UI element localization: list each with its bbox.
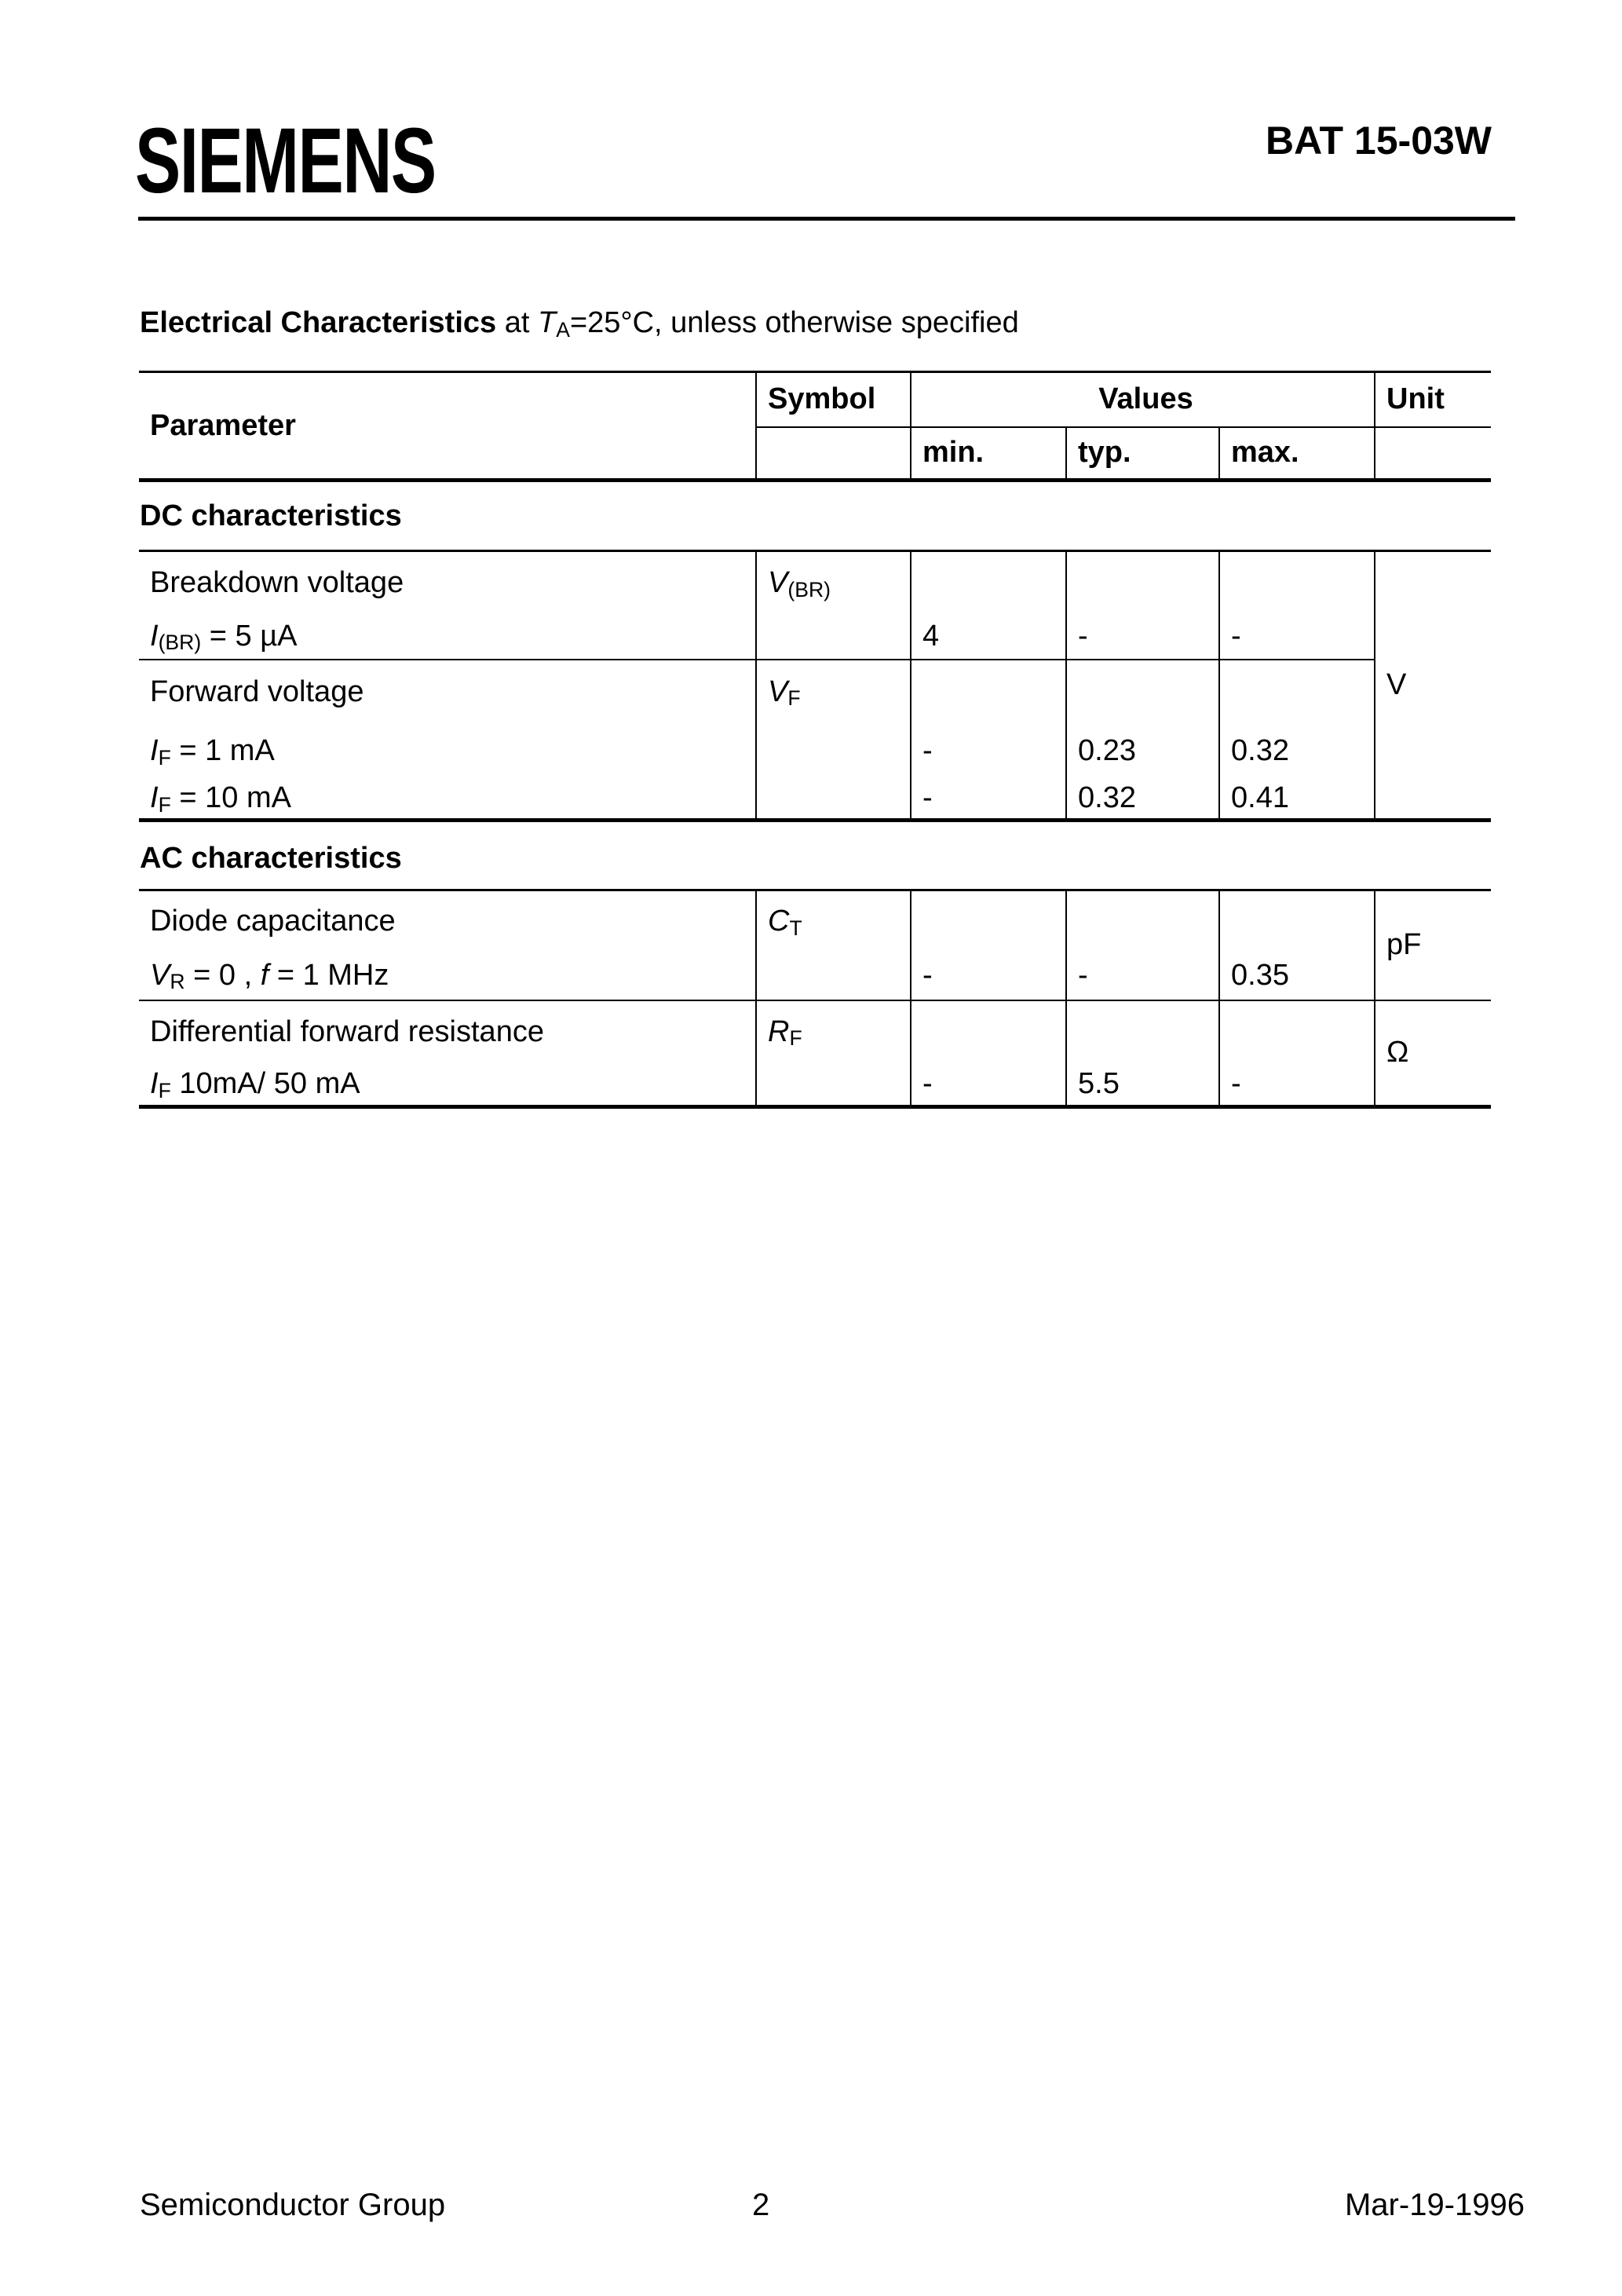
value-min: - (911, 952, 1066, 1000)
siemens-logo: SIEMENS (135, 109, 436, 213)
col-header-min: min. (911, 427, 1066, 481)
empty-cell (911, 660, 1066, 724)
condition-label: $I_{(BR)} = 5$ µA (139, 614, 756, 660)
title-temp-sub: A (556, 317, 570, 342)
ac-characteristics-table (139, 889, 1491, 1109)
empty-cell (756, 952, 911, 1000)
value-min: - (911, 779, 1066, 821)
empty-cell (756, 1063, 911, 1107)
empty-cell (1066, 1000, 1219, 1063)
unit-value: pF (1375, 890, 1491, 1000)
col-header-unit: Unit (1375, 372, 1491, 427)
empty-cell (1219, 660, 1375, 724)
condition-label: $I_F = 10$ mA (150, 781, 291, 817)
dc-characteristics-table (139, 550, 1491, 822)
footer-page-number: 2 (752, 2188, 770, 2222)
value-typ: - (1066, 952, 1219, 1000)
empty-cell (1066, 890, 1219, 952)
value-max: - (1219, 614, 1375, 660)
col-header-parameter: Parameter (150, 408, 296, 442)
col-header-typ: typ. (1066, 427, 1219, 481)
empty-cell (1066, 551, 1219, 614)
symbol-ct: $C_T$ (756, 890, 911, 952)
empty-cell (911, 1000, 1066, 1063)
title-mid: at (496, 306, 538, 339)
empty-cell (1219, 1000, 1375, 1063)
value-max: 0.41 (1219, 779, 1375, 821)
value-typ: - (1066, 614, 1219, 660)
empty-cell (756, 614, 911, 660)
empty-cell (1066, 660, 1219, 724)
empty-cell (1219, 551, 1375, 614)
unit-value: V (1375, 551, 1491, 821)
value-typ: 5.5 (1066, 1063, 1219, 1107)
title-temp-symbol: T (537, 306, 557, 339)
symbol-rf: $R_F$ (756, 1000, 911, 1063)
value-typ: 0.32 (1066, 779, 1219, 821)
title-bold: Electrical Characteristics (140, 306, 497, 339)
parameter-name: Diode capacitance (150, 904, 396, 938)
symbol-vf: $V_F$ (756, 660, 911, 724)
footer-group-name: Semiconductor Group (140, 2188, 446, 2222)
empty-cell (756, 724, 911, 779)
parameter-name: Breakdown voltage (150, 565, 404, 599)
empty-cell (1375, 427, 1491, 481)
unit-value: Ω (1375, 1000, 1491, 1107)
symbol-vbr: $V_{(BR)}$ (756, 551, 911, 614)
title-rest: =25°C, unless otherwise specified (569, 306, 1019, 339)
empty-cell (1219, 890, 1375, 952)
value-min: 4 (911, 614, 1066, 660)
condition-label: $I_F = 1$ mA (150, 734, 275, 770)
characteristics-header-table (139, 371, 1491, 482)
value-max: 0.35 (1219, 952, 1375, 1000)
table-title (140, 306, 1019, 340)
empty-cell (756, 427, 911, 481)
value-max: 0.32 (1219, 724, 1375, 779)
header-rule (138, 217, 1515, 221)
parameter-name: Differential forward resistance (150, 1015, 544, 1048)
value-typ: 0.23 (1066, 724, 1219, 779)
col-header-max: max. (1219, 427, 1375, 481)
condition-label: $V_R = 0$ , f = 1 MHz (139, 952, 756, 1000)
value-min: - (911, 724, 1066, 779)
footer-date: Mar-19-1996 (1344, 2188, 1525, 2222)
parameter-name: Forward voltage (150, 675, 364, 708)
col-header-symbol: Symbol (756, 372, 911, 427)
section-heading-ac: AC characteristics (140, 842, 402, 875)
value-min: - (911, 1063, 1066, 1107)
value-max: - (1219, 1063, 1375, 1107)
empty-cell (911, 551, 1066, 614)
part-number: BAT 15-03W (1265, 119, 1492, 163)
empty-cell (911, 890, 1066, 952)
section-heading-dc: DC characteristics (140, 499, 402, 532)
condition-label: $I_F$ 10mA/ 50 mA (150, 1066, 360, 1102)
col-header-values: Values (911, 372, 1375, 427)
empty-cell (756, 779, 911, 821)
